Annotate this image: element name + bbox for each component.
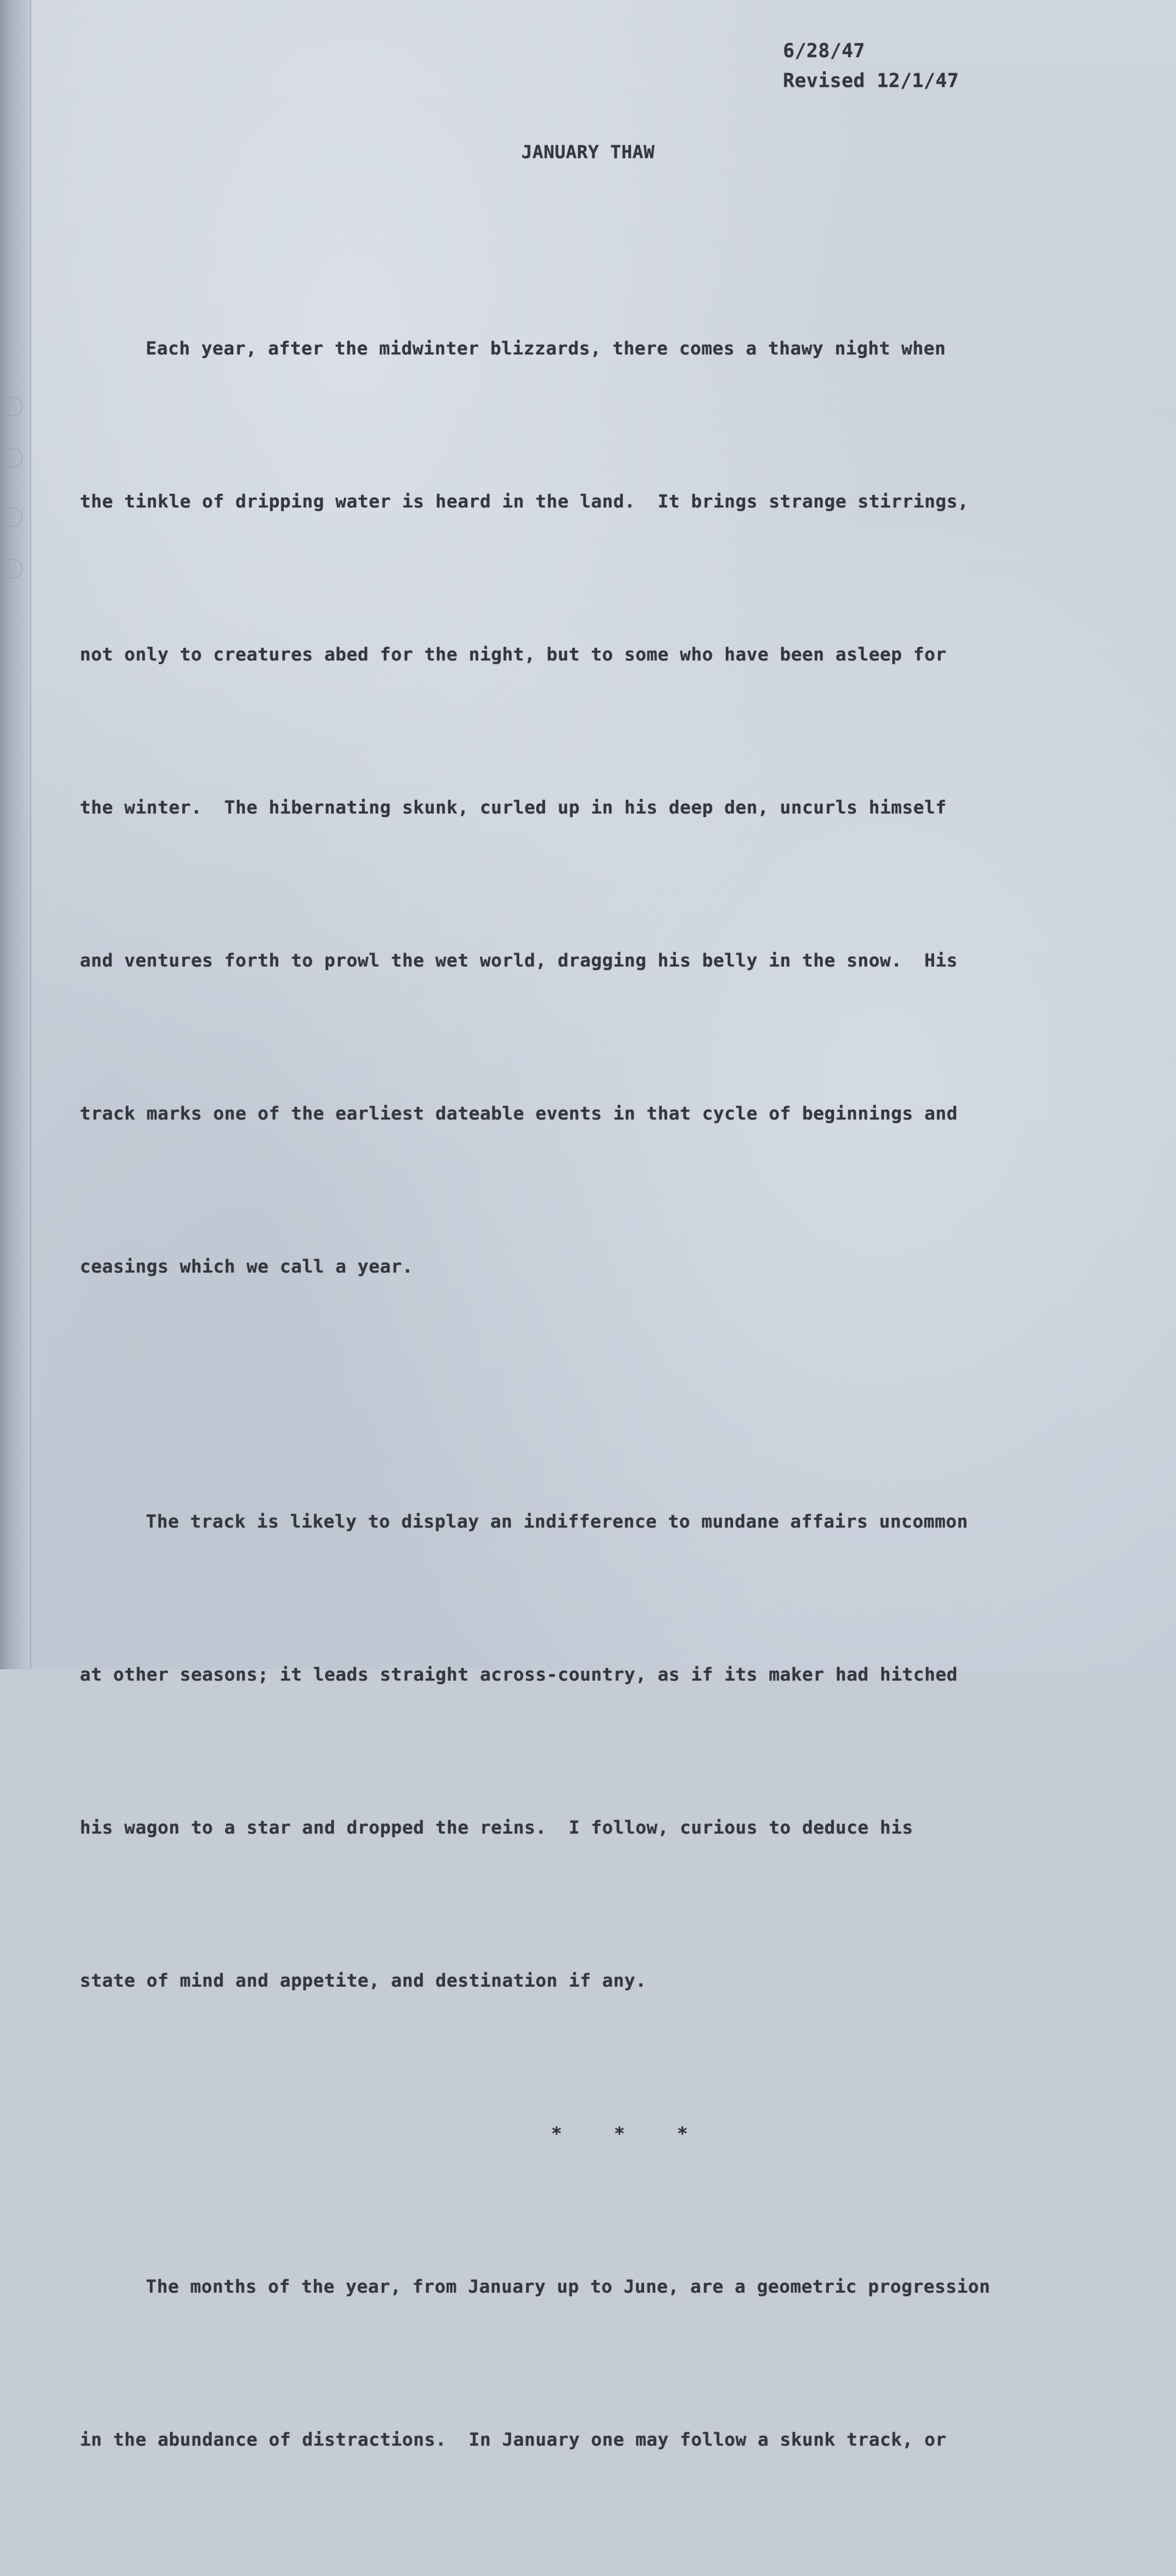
punch-hole-icon: ◦ [3,507,23,527]
binding-line [30,0,31,1669]
text-line: at other seasons; it leads straight across-country, as if its maker had hitched [80,1665,958,1685]
punch-hole-icon: ◦ [3,397,23,416]
punch-hole-icon: ◦ [3,559,23,579]
binding-edge [0,0,30,1669]
text-line: state of mind and appetite, and destination if any. [80,1971,647,1991]
text-line: track marks one of the earliest dateable events in that cycle of beginnings and [80,1104,958,1124]
text-line: his wagon to a star and dropped the reins. I follow, curious to deduce his [80,1818,913,1838]
document-title: JANUARY THAW [521,142,655,163]
revised-date: Revised 12/1/47 [783,70,959,92]
text-line: the tinkle of dripping water is heard in the land. It brings strange stirrings, [80,492,969,512]
text-line: ceasings which we call a year. [80,1257,414,1277]
text-line: The months of the year, from January up to June, are a geometric progression [146,2277,991,2297]
paragraph-2 [80,1395,1138,2109]
punch-hole-icon: ◦ [3,448,23,468]
text-line: and ventures forth to prowl the wet world, dragging his belly in the snow. His [80,951,958,971]
body-text [80,222,1138,2576]
text-line: The track is likely to display an indifference to mundane affairs uncommon [146,1512,968,1532]
original-date: 6/28/47 [783,40,865,62]
date-block [783,36,959,96]
text-line: the winter. The hibernating skunk, curled up in his deep den, uncurls himself [80,798,947,818]
text-line: not only to creatures abed for the night, but to some who have been asleep for [80,645,947,665]
section-separator: * * * [551,2124,709,2144]
text-line: in the abundance of distractions. In January one may follow a skunk track, or [80,2430,947,2450]
paragraph-3 [80,2160,1138,2576]
paragraph-1 [80,222,1138,1395]
text-line: Each year, after the midwinter blizzards, there comes a thawy night when [146,338,946,359]
text-line [80,2568,1138,2576]
